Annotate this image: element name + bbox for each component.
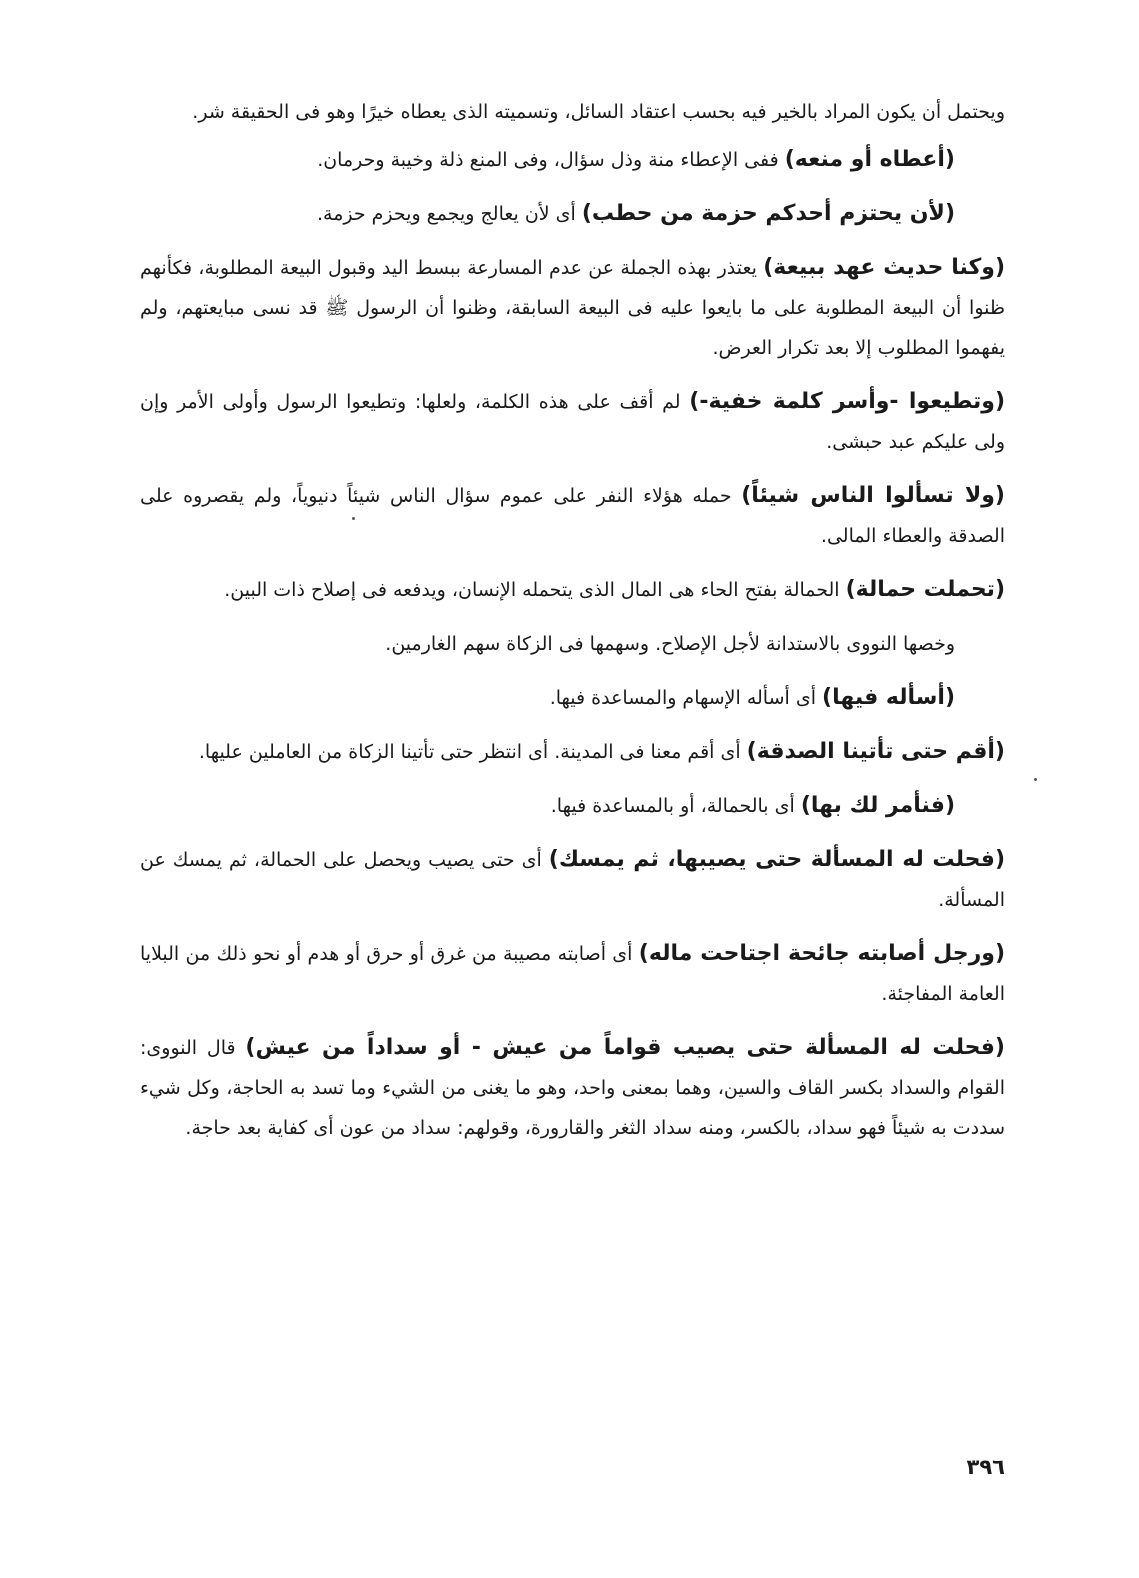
paragraph-13 bbox=[140, 934, 1005, 1014]
paragraph-7-body: الحمالة بفتح الحاء هى المال الذى يتحمله الإنسان، ويدفعه فى إصلاح ذات البين. bbox=[224, 579, 846, 601]
paragraph-12-body: أى حتى يصيب ويحصل على الحمالة، ثم يمسك عن المسألة. bbox=[140, 849, 1005, 911]
paragraph-8-body: وخصها النووى بالاستدانة لأجل الإصلاح. وسهمها فى الزكاة سهم الغارمين. bbox=[385, 633, 955, 655]
scan-speck bbox=[1034, 778, 1037, 781]
paragraph-10 bbox=[140, 732, 1005, 772]
scan-speck bbox=[352, 517, 355, 520]
paragraph-9 bbox=[140, 678, 1005, 718]
paragraph-14 bbox=[140, 1028, 1005, 1148]
paragraph-13-lead: (ورجل أصابته جائحة اجتاحت ماله) bbox=[638, 941, 1005, 966]
paragraph-4-body: يعتذر بهذه الجملة عن عدم المسارعة ببسط اليد وقبول البيعة المطلوبة، فكأنهم ظنوا أن البيعة المطلوبة على ما بايعوا عليه فى البيعة السابقة، وظنوا أن الرسول ﷺ قد نسى مبايعتهم، ولم يفهموا المطلوب إلا بعد تكرار العرض. bbox=[140, 257, 1005, 359]
paragraph-14-body: قال النووى: القوام والسداد بكسر القاف والسين، وهما بمعنى واحد، وهو ما يغنى من الشيء وما تسد به الحاجة، وكل شيء سددت به شيئاً فهو سداد، بالكسر، ومنه سداد الثغر والقارورة، وقولهم: سداد من عون أى كفاية بعد حاجة. bbox=[140, 1037, 1005, 1139]
paragraph-3 bbox=[140, 194, 1005, 234]
paragraph-2-body: ففى الإعطاء منة وذل سؤال، وفى المنع ذلة وخيبة وحرمان. bbox=[317, 149, 785, 171]
paragraph-10-body: أى أقم معنا فى المدينة. أى انتظر حتى تأتينا الزكاة من العاملين عليها. bbox=[198, 741, 747, 763]
paragraph-2-lead: (أعطاه أو منعه) bbox=[784, 147, 955, 172]
paragraph-1 bbox=[140, 92, 1005, 132]
paragraph-9-body: أى أسأله الإسهام والمساعدة فيها. bbox=[549, 687, 823, 709]
paragraph-1-body: ويحتمل أن يكون المراد بالخير فيه بحسب اعتقاد السائل، وتسميته الذى يعطاه خيرًا وهو فى الحقيقة شر. bbox=[192, 101, 1005, 123]
body-text bbox=[140, 92, 1005, 1162]
paragraph-5 bbox=[140, 382, 1005, 462]
paragraph-6-body: حمله هؤلاء النفر على عموم سؤال الناس شيئاً دنيوياً، ولم يقصروه على الصدقة والعطاء المالى. bbox=[140, 485, 1005, 547]
paragraph-11-body: أى بالحمالة، أو بالمساعدة فيها. bbox=[550, 795, 801, 817]
paragraph-5-body: لم أقف على هذه الكلمة، ولعلها: وتطيعوا الرسول وأولى الأمر وإن ولى عليكم عبد حبشى. bbox=[140, 391, 1005, 453]
page-number: ٣٩٦ bbox=[966, 1455, 1005, 1479]
paragraph-11-lead: (فنأمر لك بها) bbox=[800, 793, 955, 818]
paragraph-13-body: أى أصابته مصيبة من غرق أو حرق أو هدم أو نحو ذلك من البلايا العامة المفاجئة. bbox=[140, 943, 1005, 1005]
paragraph-5-lead: (وتطيعوا -وأسر كلمة خفية-) bbox=[689, 389, 1005, 414]
paragraph-2 bbox=[140, 140, 1005, 180]
paragraph-12-lead: (فحلت له المسألة حتى يصيبها، ثم يمسك) bbox=[548, 847, 1005, 872]
paragraph-12 bbox=[140, 840, 1005, 920]
paragraph-7 bbox=[140, 570, 1005, 610]
paragraph-3-lead: (لأن يحتزم أحدكم حزمة من حطب) bbox=[581, 201, 955, 226]
paragraph-14-lead: (فحلت له المسألة حتى يصيب قواماً من عيش - أو سداداً من عيش) bbox=[245, 1035, 1005, 1060]
paragraph-9-lead: (أسأله فيها) bbox=[822, 685, 955, 710]
paragraph-7-lead: (تحملت حمالة) bbox=[845, 577, 1005, 602]
paragraph-10-lead: (أقم حتى تأتينا الصدقة) bbox=[746, 739, 1005, 764]
paragraph-11 bbox=[140, 786, 1005, 826]
paragraph-8 bbox=[140, 624, 1005, 664]
paragraph-4-lead: (وكنا حديث عهد ببيعة) bbox=[763, 255, 1005, 280]
paragraph-3-body: أى لأن يعالج ويجمع ويحزم حزمة. bbox=[316, 203, 582, 225]
paragraph-6 bbox=[140, 476, 1005, 556]
paragraph-4 bbox=[140, 248, 1005, 368]
paragraph-6-lead: (ولا تسألوا الناس شيئاً) bbox=[741, 483, 1005, 508]
